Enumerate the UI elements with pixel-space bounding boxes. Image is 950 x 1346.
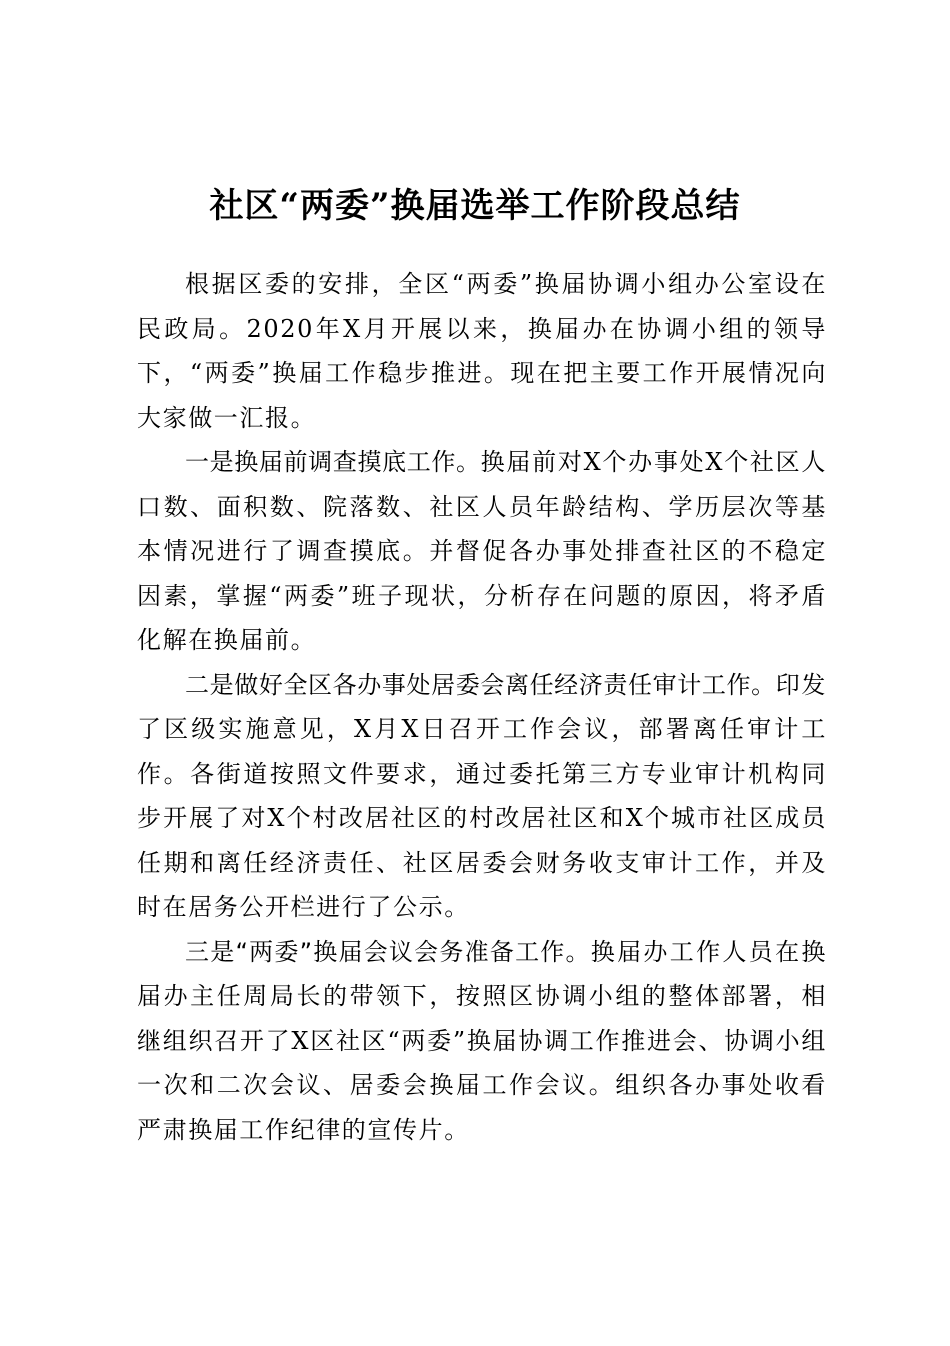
paragraph-lead: 二是做好全区各办事处居委会离任经济责任审计工作。 xyxy=(185,670,776,699)
paragraph-text: 印发了区级实施意见，X月X日召开工作会议，部署离任审计工作。各街道按照文件要求，通过委托第三方专业审计机构同步开展了对X个村改居社区的村改居社区和X个城市社区成员任期和离任经济责任、社区居委会财务收支审计工作，并及时在居务公开栏进行了公示。 xyxy=(137,670,827,921)
paragraph-meetings xyxy=(137,930,827,1153)
paragraph-audit xyxy=(137,663,827,930)
paragraph-survey xyxy=(137,440,827,663)
document-title: 社区“两委”换届选举工作阶段总结 xyxy=(209,186,741,226)
paragraph-lead: 一是换届前调查摸底工作。 xyxy=(185,448,481,476)
paragraph-text: 换届办工作人员在换届办主任周局长的带领下，按照区协调小组的整体部署，相继组织召开了X区社区“两委”换届协调工作推进会、协调小组一次和二次会议、居委会换届工作会议。组织各办事处收看严肃换届工作纪律的宣传片。 xyxy=(137,937,827,1144)
document-body xyxy=(137,262,827,1152)
paragraph-text: 根据区委的安排，全区“两委”换届协调小组办公室设在民政局。2020年X月开展以来，换届办在协调小组的领导下，“两委”换届工作稳步推进。现在把主要工作开展情况向大家做一汇报。 xyxy=(137,270,827,432)
paragraph-text: 换届前对X个办事处X个社区人口数、面积数、院落数、社区人员年龄结构、学历层次等基本情况进行了调查摸底。并督促各办事处排查社区的不稳定因素，掌握“两委”班子现状，分析存在问题的原因，将矛盾化解在换届前。 xyxy=(137,448,828,654)
paragraph-lead: 三是“两委”换届会议会务准备工作。 xyxy=(185,937,591,966)
paragraph-intro xyxy=(137,262,827,440)
